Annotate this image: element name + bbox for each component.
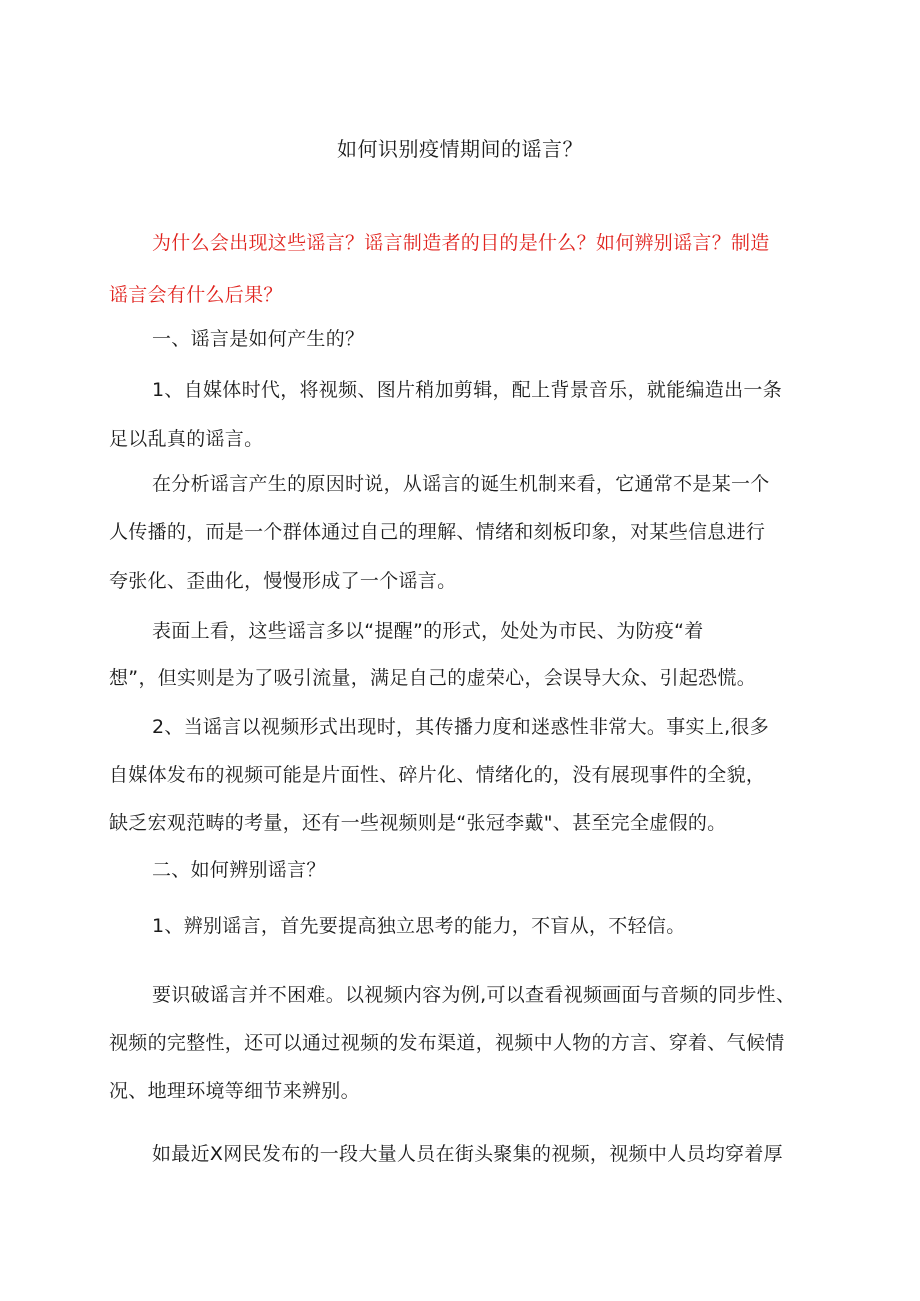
surface-line-1: 表面上看，这些谣言多以“提醒”的形式，处处为市民、为防疫“着 bbox=[152, 620, 704, 642]
analysis-line-3: 夸张化、歪曲化，慢慢形成了一个谣言。 bbox=[109, 570, 457, 592]
intro-line-2: 谣言会有什么后果？ bbox=[109, 284, 283, 306]
method-line-2: 视频的完整性，还可以通过视频的发布渠道，视频中人物的方言、穿着、气候情 bbox=[109, 1032, 785, 1054]
example-line-1: 如最近X网民发布的一段大量人员在街头聚集的视频，视频中人员均穿着厚 bbox=[152, 1143, 783, 1165]
point-1-line-1: 1、自媒体时代，将视频、图片稍加剪辑，配上背景音乐，就能编造出一条 bbox=[152, 379, 782, 401]
point-3-line-1: 1、辨别谣言，首先要提高独立思考的能力，不盲从，不轻信。 bbox=[152, 915, 686, 937]
point-1-line-2: 足以乱真的谣言。 bbox=[109, 428, 264, 450]
point-2-line-2: 自媒体发布的视频可能是片面性、碎片化、情绪化的，没有展现事件的全貌， bbox=[109, 764, 766, 786]
surface-line-2: 想”，但实则是为了吸引流量，满足自己的虚荣心，会误导大众、引起恐慌。 bbox=[109, 667, 757, 689]
intro-line-1: 为什么会出现这些谣言？谣言制造者的目的是什么？如何辨别谣言？制造 bbox=[152, 232, 770, 254]
method-line-3: 况、地理环境等细节来辨别。 bbox=[109, 1080, 360, 1102]
point-2-line-1: 2、当谣言以视频形式出现时，其传播力度和迷惑性非常大。事实上,很多 bbox=[152, 716, 770, 738]
method-line-1: 要识破谣言并不困难。以视频内容为例,可以查看视频画面与音频的同步性、 bbox=[152, 984, 796, 1006]
section-1-heading: 一、谣言是如何产生的？ bbox=[152, 328, 365, 350]
point-2-line-3: 缺乏宏观范畴的考量，还有一些视频则是“张冠李戴"、甚至完全虚假的。 bbox=[109, 812, 727, 834]
analysis-line-1: 在分析谣言产生的原因时说，从谣言的诞生机制来看，它通常不是某一个 bbox=[152, 473, 770, 495]
analysis-line-2: 人传播的，而是一个群体通过自己的理解、情绪和刻板印象，对某些信息进行 bbox=[109, 521, 766, 543]
document-title: 如何识别疫情期间的谣言？ bbox=[337, 137, 583, 161]
section-2-heading: 二、如何辨别谣言？ bbox=[152, 859, 326, 881]
